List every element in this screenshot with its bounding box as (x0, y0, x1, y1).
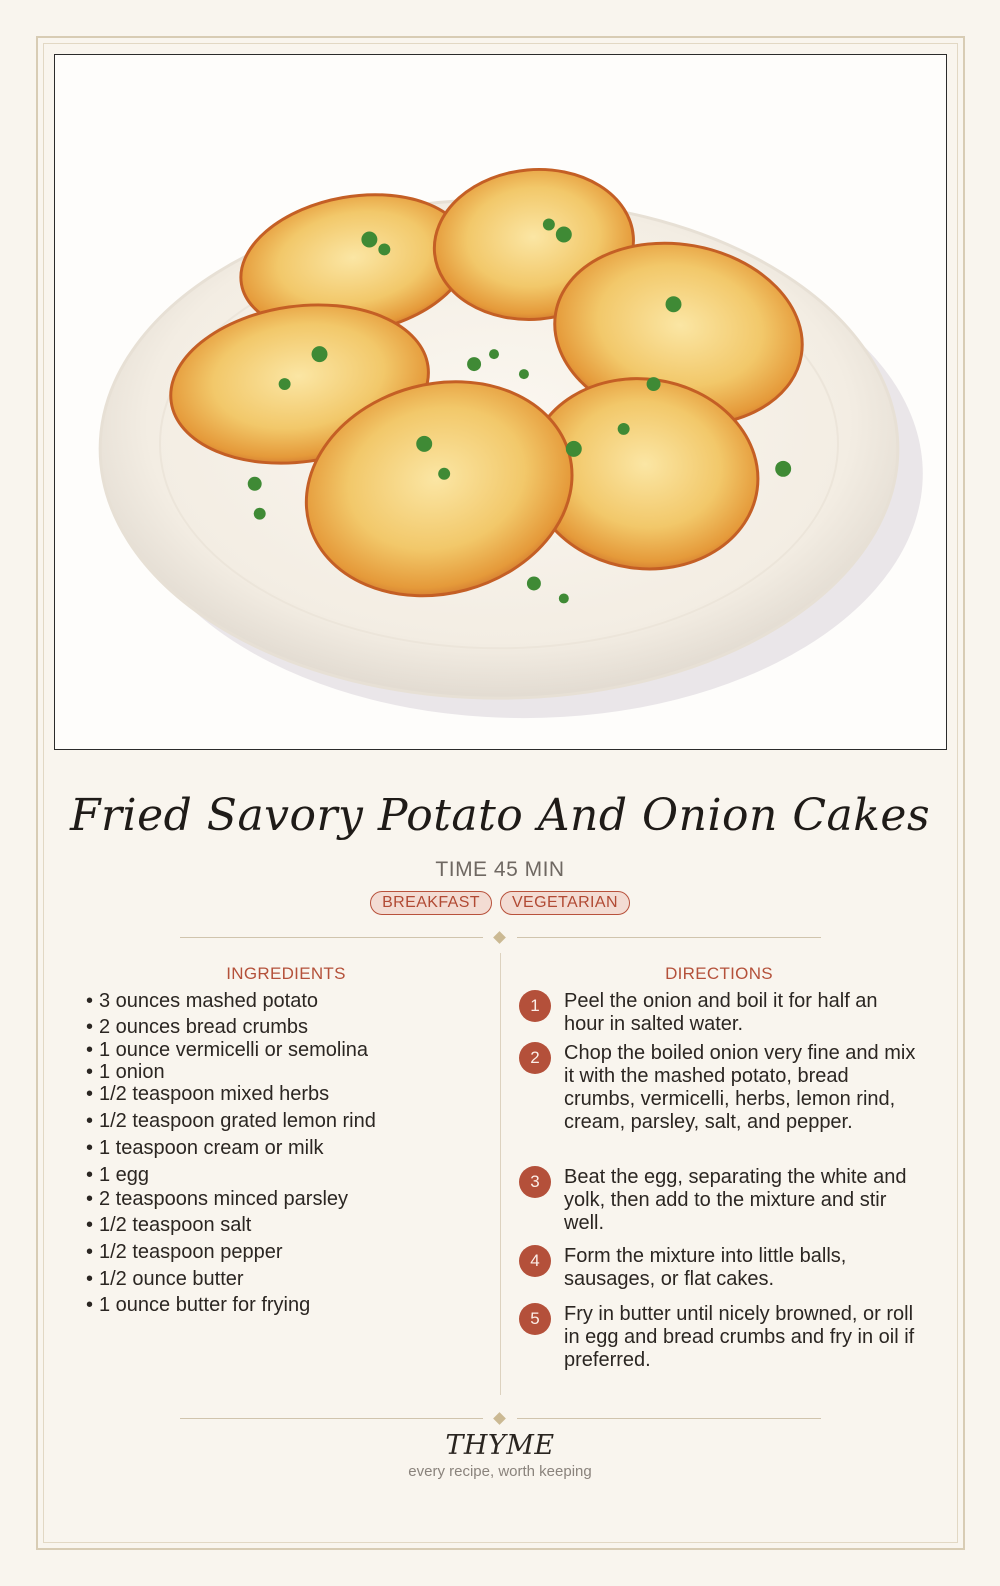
tag-breakfast: BREAKFAST (370, 891, 492, 915)
step-number: 2 (519, 1042, 551, 1074)
recipe-photo (54, 54, 947, 750)
divider-bottom-right (517, 1418, 821, 1419)
ingredient-item: • 2 teaspoons minced parsley (86, 1188, 486, 1214)
ingredient-item: • 1 ounce butter for frying (86, 1294, 486, 1318)
ingredient-item: • 1/2 teaspoon salt (86, 1214, 486, 1241)
column-divider (500, 953, 501, 1395)
step-text: Form the mixture into little balls, sausages, or flat cakes. (564, 1245, 847, 1290)
step-text: Fry in butter until nicely browned, or roll in egg and bread crumbs and fry in oil if preferred. (564, 1303, 915, 1371)
divider-bottom-left (180, 1418, 483, 1419)
ingredients-list (86, 990, 486, 1318)
step-text: Chop the boiled onion very fine and mix it with the mashed potato, bread crumbs, vermicelli, herbs, lemon rind, cream, parsley, salt, and pepper. (564, 1042, 916, 1133)
step-number: 5 (519, 1303, 551, 1335)
ingredient-item: • 1 egg (86, 1164, 486, 1188)
direction-step (519, 1303, 919, 1372)
ingredient-item: • 1 onion (86, 1061, 486, 1083)
directions-heading: DIRECTIONS (665, 964, 773, 983)
ingredients-heading: INGREDIENTS (226, 964, 346, 983)
step-text: Peel the onion and boil it for half an hour in salted water. (564, 990, 878, 1035)
ingredient-item: • 1/2 teaspoon grated lemon rind (86, 1110, 486, 1137)
ingredient-item: • 1/2 teaspoon pepper (86, 1241, 486, 1268)
brand-tagline: every recipe, worth keeping (408, 1463, 592, 1480)
ingredient-item: • 2 ounces bread crumbs (86, 1016, 486, 1039)
tag-list (0, 891, 1000, 915)
ingredient-item: • 1/2 teaspoon mixed herbs (86, 1083, 486, 1110)
recipe-title: Fried Savory Potato And Onion Cakes (69, 790, 931, 841)
ingredient-item: • 1 teaspoon cream or milk (86, 1137, 486, 1164)
step-text: Beat the egg, separating the white and yolk, then add to the mixture and stir well. (564, 1166, 907, 1234)
cook-time: TIME 45 MIN (435, 858, 565, 881)
brand-name: THYME (445, 1430, 555, 1461)
direction-step (519, 990, 919, 1036)
potato-cakes-illustration (55, 55, 946, 749)
direction-step (519, 1166, 919, 1235)
direction-step (519, 1042, 919, 1134)
step-number: 4 (519, 1245, 551, 1277)
ingredient-item: • 1/2 ounce butter (86, 1268, 486, 1294)
ingredient-item: • 3 ounces mashed potato (86, 990, 486, 1016)
ingredient-item: • 1 ounce vermicelli or semolina (86, 1039, 486, 1061)
step-number: 1 (519, 990, 551, 1022)
divider-top-right (517, 937, 821, 938)
divider-top-left (180, 937, 483, 938)
tag-vegetarian: VEGETARIAN (500, 891, 630, 915)
direction-step (519, 1245, 919, 1291)
step-number: 3 (519, 1166, 551, 1198)
